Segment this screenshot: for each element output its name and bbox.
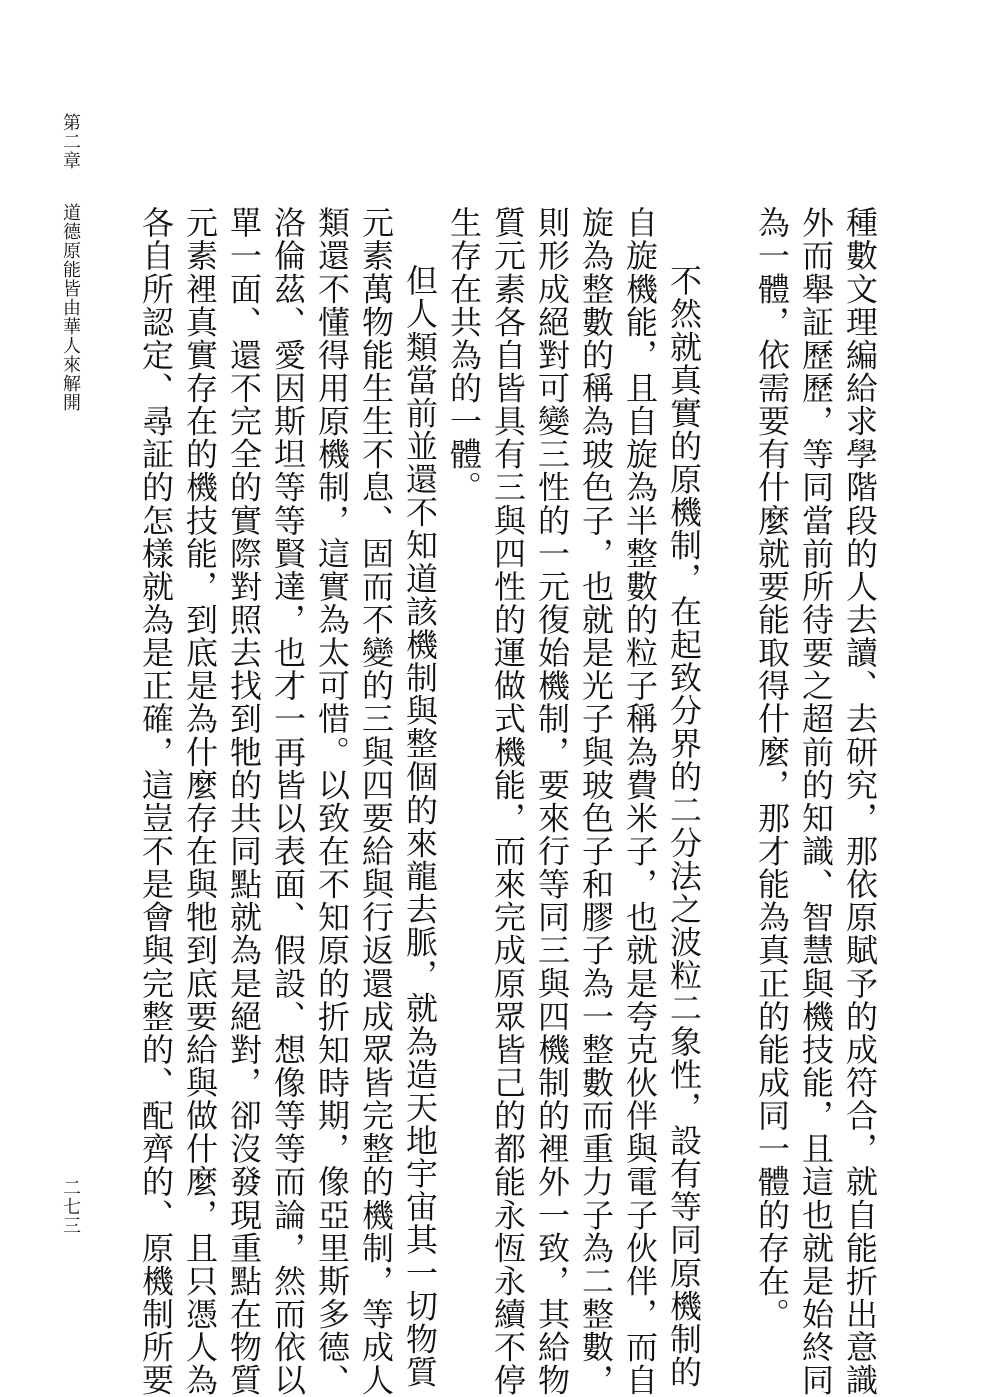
text-column-13: 洛倫茲、愛因斯坦等等賢達，也才一再皆以表面、假設、想像等等而論，然而依以 [269, 206, 307, 1397]
text-column-9: 生存在共為的一體。 [445, 206, 483, 504]
text-column-8: 質元素各自皆具有三與四性的運做式機能，而來完成原眾皆己的都能永恆永續不停 [489, 206, 527, 1397]
text-column-4: 不然就真實的原機制，在起致分界的二分法之波粒二象性，設有等同原機制的 [665, 264, 703, 1389]
text-column-2: 外而舉証歷歷，等同當前所待要之超前的知識、智慧與機技能，且這也就是始終同 [797, 206, 835, 1397]
text-column-12: 類還不懂得用原機制，這實為太可惜。以致在不知原的折知時期，像亞里斯多德、 [313, 206, 351, 1397]
chapter-label: 第二章 [60, 113, 81, 170]
text-column-11: 元素萬物能生生不息、固而不變的三與四要給與行返還成眾皆完整的機制，等成人 [357, 206, 395, 1397]
text-column-10: 但人類當前並還不知道該機制與整個的來龍去脈，就為造天地宇宙其一切物質 [401, 264, 439, 1389]
chapter-title: 道德原能皆由華人來解開 [60, 203, 81, 412]
text-column-14: 單一面、還不完全的實際對照去找到牠的共同點就為是絕對，卻沒發現重點在物質 [225, 206, 263, 1397]
text-column-5: 自旋機能，且自旋為半整數的粒子稱為費米子，也就是夸克伙伴與電子伙伴，而自 [621, 206, 659, 1397]
text-column-6: 旋為整數的稱為玻色子，也就是光子與玻色子和膠子為一整數而重力子為二整數， [577, 206, 615, 1397]
text-column-3: 為一體，依需要有什麼就要能取得什麼，那才能為真正的能成同一體的存在。 [753, 206, 791, 1331]
text-column-16: 各自所認定、尋証的怎樣就為是正確，這豈不是會與完整的、配齊的、原機制所要 [137, 206, 175, 1397]
text-column-15: 元素裡真實存在的機技能，到底是為什麼存在與牠到底要給與做什麼，且只憑人為 [181, 206, 219, 1397]
text-column-1: 種數文理編給求學階段的人去讀、去研究，那依原賦予的成符合，就自能折出意識 [841, 206, 879, 1397]
page-number: 二七三 [60, 1178, 81, 1235]
text-column-7: 則形成絕對可變三性的一元復始機制，要來行等同三與四機制的裡外一致，其給物 [533, 206, 571, 1397]
